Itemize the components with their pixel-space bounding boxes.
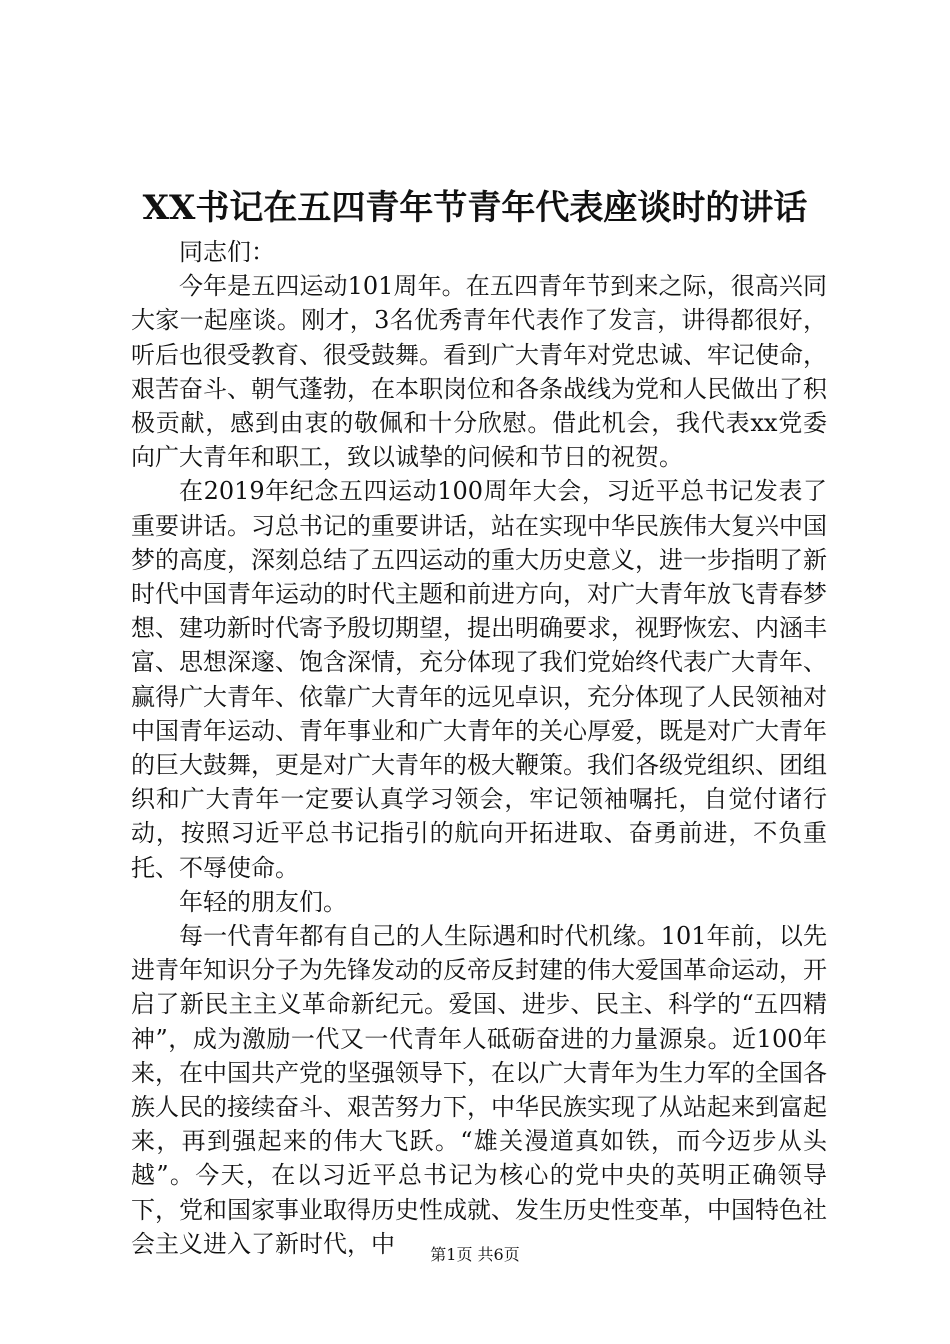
document-body: [131, 235, 827, 1261]
document-title: XX书记在五四青年节青年代表座谈时的讲话: [142, 188, 808, 228]
body-paragraph-3: 年轻的朋友们。: [179, 887, 347, 916]
page-number-footer: 第1页 共6页: [430, 1245, 520, 1264]
salutation-paragraph: 同志们：: [179, 238, 275, 266]
body-paragraph-4: 每一代青年都有自己的人生际遇和时代机缘。101年前，以先进青年知识分子为先锋发动的反帝反封建的伟大爱国革命运动，开启了新民主主义革命新纪元。爱国、进步、民主、科学的“五四精神”，成为激励一代又一代青年人砥砺奋进的力量源泉。近100年来，在中国共产党的坚强领导下，在以广大青年为生力军的全国各族人民的接续奋斗、艰苦努力下，中华民族实现了从站起来到富起来，再到强起来的伟大飞跃。“雄关漫道真如铁，而今迈步从头越”。今天，在以习近平总书记为核心的党中央的英明正确领导下，党和国家事业取得历史性成就、发生历史性变革，中国特色社会主义进入了新时代，中: [131, 922, 827, 1258]
body-paragraph-1: 今年是五四运动101周年。在五四青年节到来之际，很高兴同大家一起座谈。刚才，3名优秀青年代表作了发言，讲得都很好，听后也很受教育、很受鼓舞。看到广大青年对党忠诚、牢记使命，艰苦奋斗、朝气蓬勃，在本职岗位和各条战线为党和人民做出了积极贡献，感到由衷的敬佩和十分欣慰。借此机会，我代表xx党委向广大青年和职工，致以诚挚的问候和节日的祝贺。: [131, 272, 827, 472]
body-paragraph-2: 在2019年纪念五四运动100周年大会，习近平总书记发表了重要讲话。习总书记的重要讲话，站在实现中华民族伟大复兴中国梦的高度，深刻总结了五四运动的重大历史意义，进一步指明了新时代中国青年运动的时代主题和前进方向，对广大青年放飞青春梦想、建功新时代寄予殷切期望，提出明确要求，视野恢宏、内涵丰富、思想深邃、饱含深情，充分体现了我们党始终代表广大青年、赢得广大青年、依靠广大青年的远见卓识，充分体现了人民领袖对中国青年运动、青年事业和广大青年的关心厚爱，既是对广大青年的巨大鼓舞，更是对广大青年的极大鞭策。我们各级党组织、团组织和广大青年一定要认真学习领会，牢记领袖嘱托，自觉付诸行动，按照习近平总书记指引的航向开拓进取、奋勇前进，不负重托、不辱使命。: [131, 477, 827, 882]
